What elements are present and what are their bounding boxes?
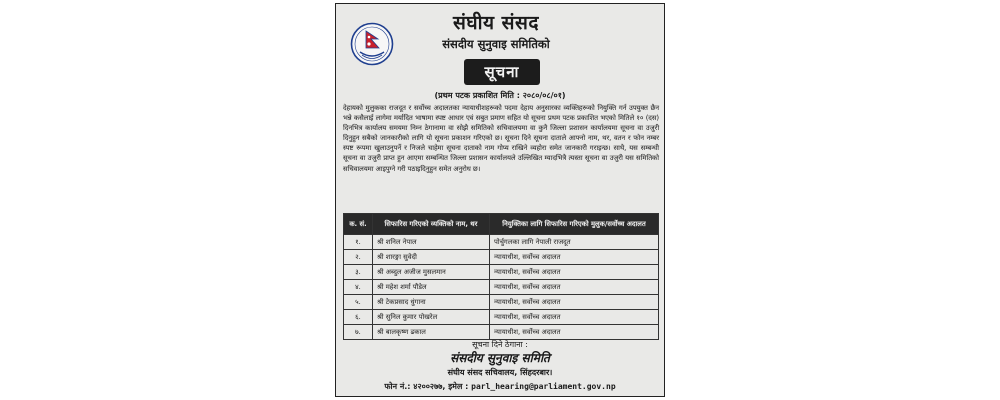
contact-line xyxy=(336,381,664,392)
row-position: न्यायाधीश, सर्वोच्च अदालत xyxy=(490,310,659,325)
table-row xyxy=(344,280,659,295)
header-serial: क. सं. xyxy=(344,214,373,235)
address-label: सूचना दिने ठेगाना : xyxy=(472,340,528,349)
phone-label: फोन नं.: ४२००२७७, इमेल : xyxy=(384,382,472,391)
header-name: सिफारिस गरिएको व्यक्तिको नाम, थर xyxy=(373,214,490,235)
row-position: न्यायाधीश, सर्वोच्च अदालत xyxy=(490,265,659,280)
row-name: श्री अब्दुल अजीज मुसलमान xyxy=(373,265,490,280)
table-header-row xyxy=(344,214,659,235)
recommendation-table xyxy=(343,213,659,340)
header-position: नियुक्तिका लागि सिफारिस गरिएको मुलुक/सर्वोच्च अदालत xyxy=(490,214,659,235)
table-row xyxy=(344,250,659,265)
row-name: श्री महेश शर्मा पौडेल xyxy=(373,280,490,295)
row-serial: ३. xyxy=(344,265,373,280)
row-name: श्री सुनिल कुमार पोखरेल xyxy=(373,310,490,325)
row-position: न्यायाधीश, सर्वोच्च अदालत xyxy=(490,295,659,310)
row-name: श्री शनिल नेपाल xyxy=(373,235,490,250)
published-date: (प्रथम पटक प्रकाशित मिति : २०८०/०८/०१) xyxy=(434,91,566,100)
row-name: श्री टेकप्रसाद धुंगाना xyxy=(373,295,490,310)
row-serial: ७. xyxy=(344,325,373,340)
notice-label-badge: सूचना xyxy=(464,59,540,85)
row-serial: ४. xyxy=(344,280,373,295)
email-link[interactable]: parl_hearing@parliament.gov.np xyxy=(471,382,616,391)
table-row xyxy=(344,310,659,325)
table-row xyxy=(344,235,659,250)
row-serial: २. xyxy=(344,250,373,265)
row-position: न्यायाधीश, सर्वोच्च अदालत xyxy=(490,280,659,295)
row-serial: ६. xyxy=(344,310,373,325)
row-position: न्यायाधीश, सर्वोच्च अदालत xyxy=(490,250,659,265)
page-title: संघीय संसद xyxy=(453,12,539,34)
row-position: पोर्चुगलका लागि नेपाली राजदूत xyxy=(490,235,659,250)
notice-paragraph: देहायको मुलुकका राजदूत र सर्वोच्च अदालतका न्यायाधीशहरूको पदमा देहाय अनुसारका व्यक्तिहरूको नियुक्ति गर्न उपयुक्त छैन भन्ने कसैलाई लागेमा मर्यादित भाषामा स्पष्ट आधार एवं सबुत प्रमाण सहित यो सूचना प्रथम पटक प्रकाशित भएको मितिले १० (दस) दिनभित्र कार्यालय समयमा निम्न ठेगानामा वा सोझै समितिको सचिवालयमा वा कुनै जिल्ला प्रशासन कार्यालयमा सूचना वा उजुरी दिनुहुन सबैको जानकारीको लागि यो सूचना प्रकाशन गरिएको छ। सूचना दिने सूचना दाताले आफ्नो नाम, थर, वतन र फोन नम्बर स्पष्ट रूपमा खुलाउनुपर्ने र निजले चाहेमा सूचना दाताको नाम गोप्य राखिने व्यहोरा समेत जानकारी गराइन्छ। साथै, यस सम्बन्धी सूचना वा उजुरी प्राप्त हुन आएमा सम्बन्धित जिल्ला प्रशासन कार्यालयले उल्लिखित म्यादभित्रै त्यस्ता सूचना वा उजुरी यस समितिको सचिवालयमा आइपुग्ने गरी पठाइदिनुहुन समेत अनुरोध छ। xyxy=(343,104,659,173)
page-subtitle: संसदीय सुनुवाइ समितिको xyxy=(442,37,550,51)
notice-document xyxy=(335,3,665,397)
row-name: श्री शारङ्गा सुवेदी xyxy=(373,250,490,265)
secretariat-address: संघीय संसद सचिवालय, सिंहदरबार। xyxy=(447,368,553,377)
table-row xyxy=(344,295,659,310)
row-serial: ५. xyxy=(344,295,373,310)
committee-name: संसदीय सुनुवाइ समिति xyxy=(450,351,550,365)
row-position: न्यायाधीश, सर्वोच्च अदालत xyxy=(490,325,659,340)
table-row xyxy=(344,265,659,280)
table-row xyxy=(344,325,659,340)
row-serial: १. xyxy=(344,235,373,250)
row-name: श्री बालकृष्ण ढकाल xyxy=(373,325,490,340)
